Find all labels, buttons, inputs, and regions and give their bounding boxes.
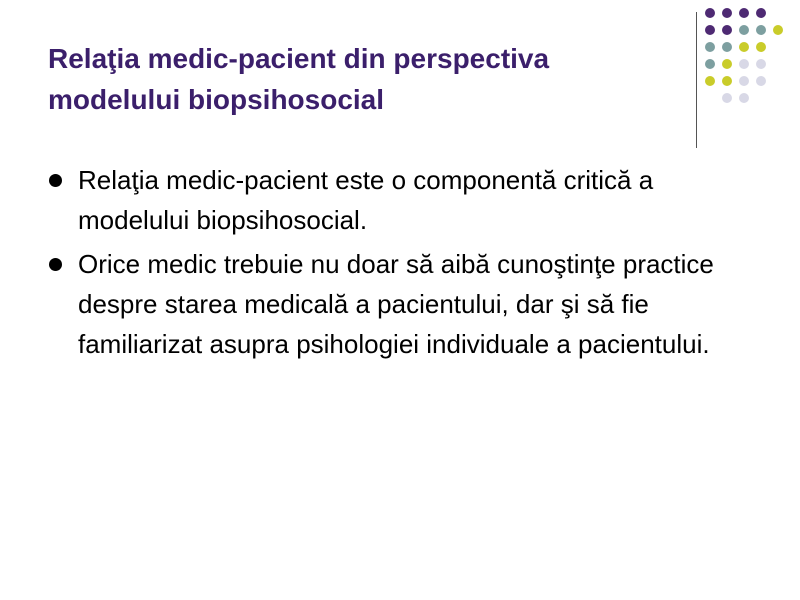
bullet-list — [48, 160, 748, 368]
decorative-dot — [722, 93, 732, 103]
decorative-dot — [756, 25, 766, 35]
decorative-dot — [705, 59, 715, 69]
decorative-dot — [739, 8, 749, 18]
decorative-dot — [739, 93, 749, 103]
decorative-dot — [739, 42, 749, 52]
decorative-dot — [705, 25, 715, 35]
slide-title: Relaţia medic-pacient din perspectiva modelului biopsihosocial — [48, 43, 550, 115]
bullet-dot-icon — [49, 258, 62, 271]
bullet-text: Relaţia medic-pacient este o componentă critică a modelului biopsihosocial. — [78, 165, 654, 235]
decorative-dot — [756, 59, 766, 69]
decorative-dot — [705, 76, 715, 86]
decorative-dot — [739, 59, 749, 69]
decorative-dot-grid — [705, 8, 795, 128]
decorative-dot — [739, 76, 749, 86]
decorative-dot — [722, 42, 732, 52]
decorative-dot — [756, 76, 766, 86]
decorative-dot — [705, 42, 715, 52]
decorative-dot — [705, 8, 715, 18]
decorative-dot — [739, 25, 749, 35]
decorative-dot — [756, 8, 766, 18]
vertical-divider — [696, 12, 697, 148]
decorative-dot — [722, 59, 732, 69]
decorative-dot — [756, 42, 766, 52]
bullet-item — [48, 160, 748, 240]
bullet-item — [48, 244, 748, 364]
decorative-dot — [722, 25, 732, 35]
bullet-dot-icon — [49, 174, 62, 187]
decorative-dot — [722, 8, 732, 18]
bullet-text: Orice medic trebuie nu doar să aibă cunoştinţe practice despre starea medicală a pacientului, dar şi să fie familiarizat asupra psihologiei individuale a pacientului. — [78, 249, 714, 359]
decorative-dot — [722, 76, 732, 86]
decorative-dot — [773, 25, 783, 35]
